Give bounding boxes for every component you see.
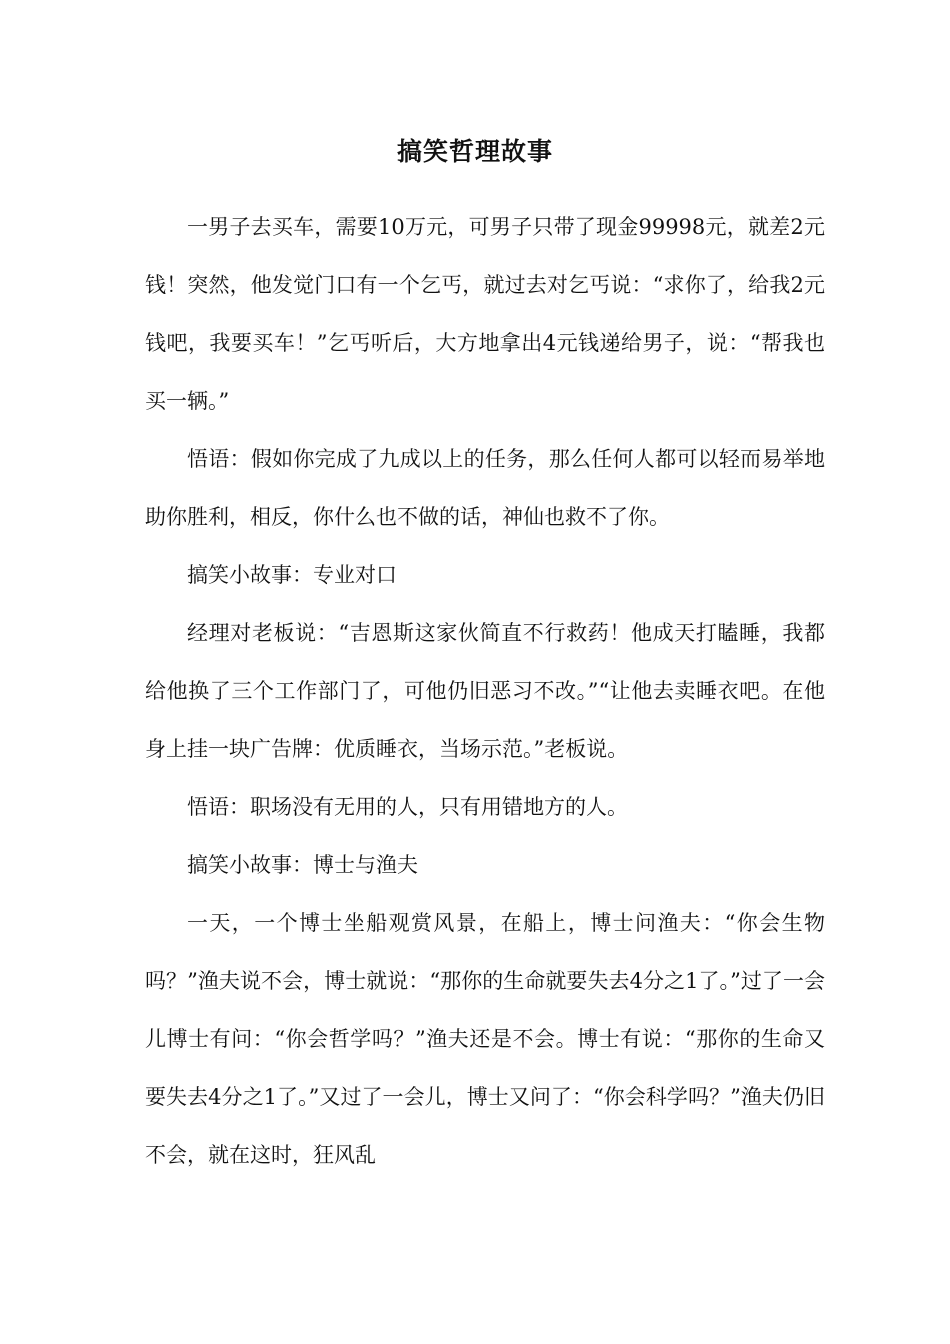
document-title: 搞笑哲理故事 (396, 137, 553, 166)
paragraph-moral-1: 悟语：假如你完成了九成以上的任务，那么任何人都可以轻而易举地助你胜利，相反，你什么也不做的话，神仙也救不了你。 (145, 447, 825, 529)
paragraph-heading-3: 搞笑小故事：博士与渔夫 (187, 853, 418, 877)
document-body (145, 198, 825, 1184)
paragraph-moral-2: 悟语：职场没有无用的人，只有用错地方的人。 (187, 795, 628, 819)
paragraph-doctor-story: 一天，一个博士坐船观赏风景，在船上，博士问渔夫：“你会生物吗？”渔夫说不会，博士就说：“那你的生命就要失去4分之1了。”过了一会儿博士有问：“你会哲学吗？”渔夫还是不会。博士有说：“那你的生命又要失去4分之1了。”又过了一会儿，博士又问了：“你会科学吗？”渔夫仍旧不会，就在这时，狂风乱 (145, 911, 825, 1167)
paragraph-manager-story: 经理对老板说：“吉恩斯这家伙简直不行救药！他成天打瞌睡，我都给他换了三个工作部门了，可他仍旧恶习不改。”“让他去卖睡衣吧。在他身上挂一块广告牌：优质睡衣，当场示范。”老板说。 (145, 621, 825, 761)
paragraph-car-story: 一男子去买车，需要10万元，可男子只带了现金99998元，就差2元钱！突然，他发觉门口有一个乞丐，就过去对乞丐说：“求你了，给我2元钱吧，我要买车！”乞丐听后，大方地拿出4元钱递给男子，说：“帮我也买一辆。” (145, 215, 825, 413)
paragraph-heading-2: 搞笑小故事：专业对口 (187, 563, 397, 587)
